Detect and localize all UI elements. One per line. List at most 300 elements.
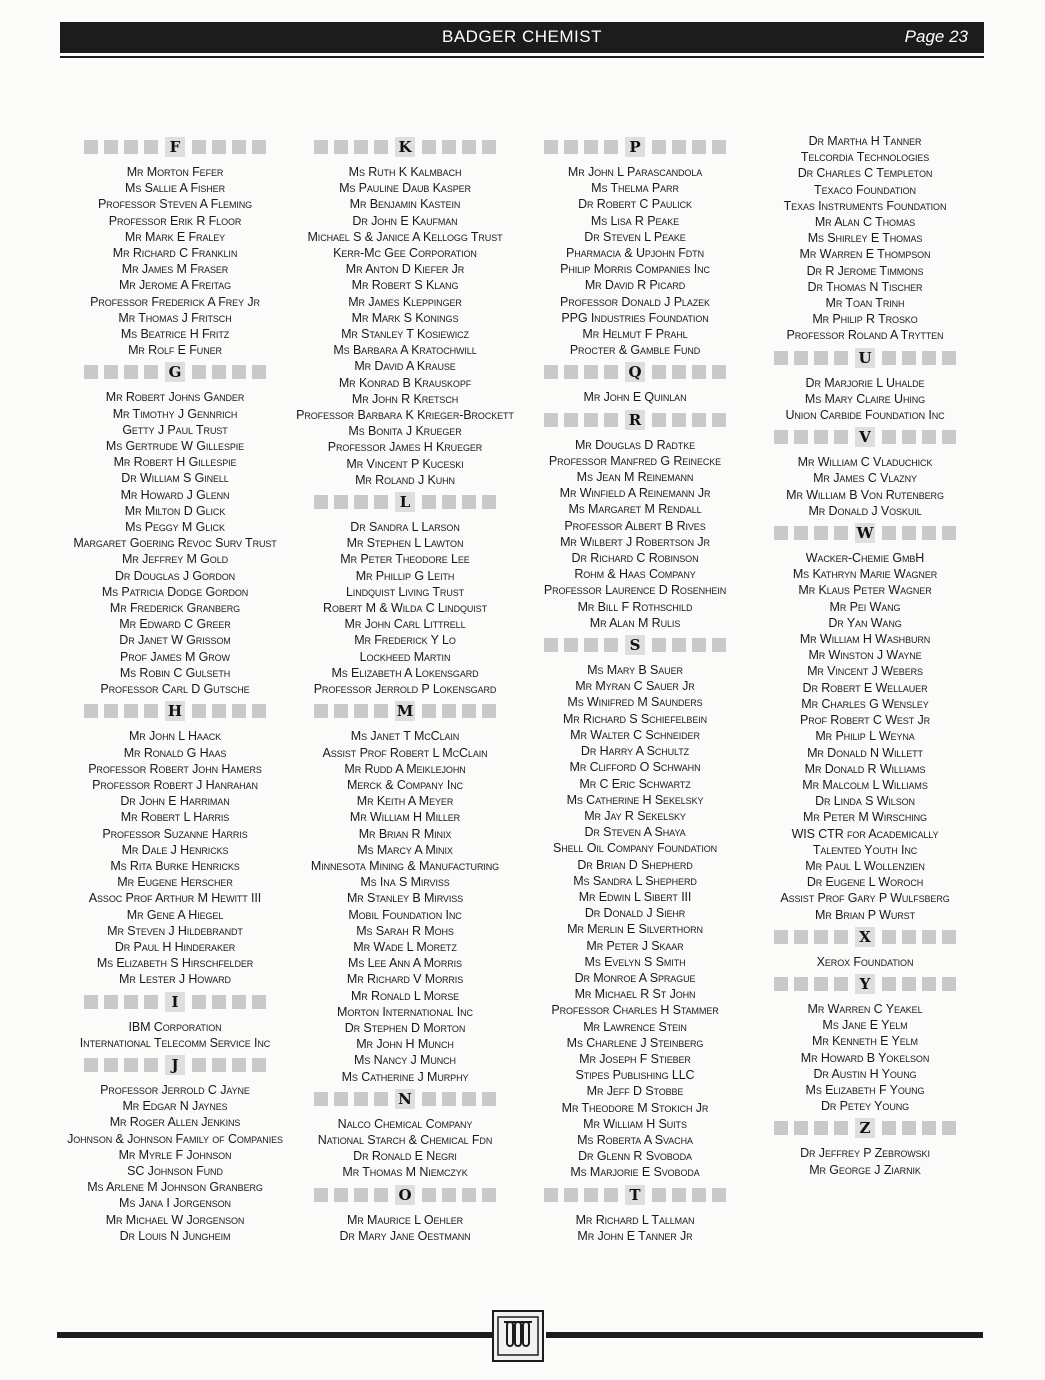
donor-name: Professor Jerrold C Jayne: [100, 1082, 250, 1097]
donor-name: Ms Marjorie E Svoboda: [570, 1165, 700, 1180]
donor-name: Mr Michael R St John: [574, 987, 696, 1002]
decorative-square: [334, 495, 348, 509]
donor-name: Dr Austin H Young: [813, 1066, 917, 1081]
donor-name: Dr Richard C Robinson: [571, 551, 699, 566]
decorative-square: [314, 704, 328, 718]
decorative-square: [794, 977, 808, 991]
donor-name: Dr Thomas N Tischer: [807, 279, 923, 294]
section-letter: J: [165, 1055, 185, 1075]
letter-heading: [60, 137, 290, 157]
donor-name: Mr William H Miller: [349, 810, 461, 825]
decorative-square: [794, 526, 808, 540]
donor-name: Mr Theodore M Stokich Jr: [561, 1100, 709, 1115]
donor-name: Mr Ronald G Haas: [123, 745, 227, 760]
donor-name: Mr Frederick Y Lo: [354, 633, 456, 648]
donor-name: Assist Prof Robert L McClain: [322, 745, 488, 760]
decorative-square: [192, 995, 206, 1009]
decorative-square: [902, 977, 916, 991]
donor-name: Mr Phillip G Leith: [355, 568, 455, 583]
donor-name: Mr John Carl Littrell: [344, 617, 466, 632]
donor-name: Mr Stanley B Mirviss: [346, 891, 464, 906]
donor-name: Ms Elizabeth A Lokensgard: [331, 665, 479, 680]
donor-name: Mr Konrad B Krauskopf: [338, 375, 472, 390]
donor-name: Philip Morris Companies Inc: [560, 262, 710, 277]
decorative-square: [692, 413, 706, 427]
decorative-square: [814, 351, 828, 365]
decorative-square: [814, 526, 828, 540]
decorative-square: [354, 140, 368, 154]
donor-name: Mr Rolf E Funer: [128, 343, 222, 358]
decorative-square: [544, 1188, 558, 1202]
donor-name: Mr Bill F Rothschild: [577, 599, 693, 614]
letter-heading: [60, 992, 290, 1012]
decorative-square: [104, 1058, 118, 1072]
donor-name: Assoc Prof Arthur M Hewitt III: [88, 891, 262, 906]
donor-name: Ms Peggy M Glick: [125, 520, 225, 535]
donor-name: Dr Linda S Wilson: [815, 794, 915, 809]
section-letter: O: [395, 1185, 415, 1205]
decorative-square: [564, 140, 578, 154]
letter-heading: [750, 348, 980, 368]
decorative-square: [672, 1188, 686, 1202]
donor-name: Mr Douglas D Radtke: [574, 437, 696, 452]
decorative-square: [544, 413, 558, 427]
decorative-square: [462, 1188, 476, 1202]
donor-name: Mr Vincent P Kuceski: [346, 456, 464, 471]
decorative-square: [584, 365, 598, 379]
donor-name: Ms Robin C Gulseth: [119, 665, 231, 680]
donor-name: Mr Jerome A Freitag: [118, 278, 232, 293]
donor-name: Shell Oil Company Foundation: [552, 841, 718, 856]
donor-name: Mr Edwin L Sibert III: [578, 889, 692, 904]
donor-name: Professor Albert B Rives: [564, 518, 706, 533]
decorative-square: [144, 995, 158, 1009]
donor-name: Mr Jeff D Stobbe: [586, 1084, 684, 1099]
footer-rule-right: [546, 1332, 983, 1338]
donor-name: Ms Elizabeth S Hirschfelder: [96, 956, 254, 971]
decorative-square: [124, 995, 138, 1009]
donor-name: Mr Toan Trinh: [825, 296, 905, 311]
donor-name: Ms Ruth K Kalmbach: [348, 165, 462, 179]
donor-name: Ms Thelma Parr: [591, 181, 679, 196]
section-letter: Z: [855, 1118, 875, 1138]
donor-name: Mr Ronald L Morse: [350, 988, 460, 1003]
decorative-square: [84, 140, 98, 154]
decorative-square: [814, 430, 828, 444]
decorative-square: [712, 140, 726, 154]
donor-name: Professor Robert John Hamers: [88, 761, 262, 776]
decorative-square: [672, 638, 686, 652]
donor-name: Ms Marcy A Minix: [357, 842, 453, 857]
decorative-square: [774, 430, 788, 444]
decorative-square: [442, 1188, 456, 1202]
donor-name: Mr Milton D Glick: [124, 503, 226, 518]
decorative-square: [374, 1092, 388, 1106]
donor-name: Ms Catherine J Murphy: [341, 1069, 469, 1084]
donor-name: Mr Myrle F Johnson: [118, 1147, 232, 1162]
decorative-square: [232, 995, 246, 1009]
decorative-square: [922, 930, 936, 944]
donor-name: Mr Charles G Wensley: [801, 696, 929, 711]
decorative-square: [652, 1188, 666, 1202]
decorative-square: [192, 1058, 206, 1072]
donor-name: Mr Michael W Jorgenson: [105, 1212, 245, 1227]
decorative-square: [604, 413, 618, 427]
decorative-square: [902, 430, 916, 444]
donor-name: Kerr-Mc Gee Corporation: [333, 246, 477, 261]
decorative-square: [712, 1188, 726, 1202]
donor-name: Ms Elizabeth F Young: [805, 1082, 925, 1097]
donor-name: Mr Wilbert J Robertson Jr: [560, 534, 710, 549]
donor-name: Assist Prof Gary P Wulfsberg: [780, 891, 950, 906]
decorative-square: [482, 704, 496, 718]
donor-name: Mr Eugene Herscher: [117, 875, 233, 890]
decorative-square: [374, 704, 388, 718]
section-letter: H: [165, 701, 185, 721]
decorative-square: [794, 930, 808, 944]
donor-name: Texaco Foundation: [814, 182, 916, 197]
donor-name: Dr Douglas J Gordon: [114, 568, 236, 583]
decorative-square: [252, 365, 266, 379]
donor-name: Mr Brian P Wurst: [815, 907, 915, 922]
decorative-square: [442, 704, 456, 718]
letter-heading: [290, 137, 520, 157]
decorative-square: [942, 430, 956, 444]
section-letter: P: [625, 137, 645, 157]
header-rule: [60, 56, 984, 58]
donor-name: Ms Winifred M Saunders: [567, 695, 703, 710]
donor-name: Mr Roland J Kuhn: [355, 472, 455, 487]
decorative-square: [882, 1121, 896, 1135]
donor-name: Mr Robert H Gillespie: [113, 455, 237, 470]
donor-name: Dr Jeffrey P Zebrowski: [800, 1146, 930, 1161]
letter-heading: [290, 1089, 520, 1109]
decorative-square: [544, 365, 558, 379]
section-letter: W: [856, 524, 874, 543]
donor-name: Professor Manfred G Reinecke: [548, 453, 722, 468]
donor-name: Ms Sallie A Fisher: [125, 181, 225, 196]
decorative-square: [212, 995, 226, 1009]
section-letter: V: [855, 427, 875, 447]
donor-name: Ms Shirley E Thomas: [807, 231, 923, 246]
donor-name: Dr Stephen D Morton: [344, 1020, 466, 1035]
donor-name: Ms Janet T McClain: [350, 729, 460, 744]
donor-name: Mr Brian R Minix: [358, 826, 452, 841]
decorative-square: [422, 140, 436, 154]
decorative-square: [692, 638, 706, 652]
donor-name: Dr John E Harriman: [120, 794, 230, 809]
column-3: [520, 133, 750, 1273]
decorative-square: [124, 140, 138, 154]
donor-name: PPG Industries Foundation: [561, 310, 709, 325]
decorative-square: [604, 638, 618, 652]
decorative-square: [774, 351, 788, 365]
decorative-square: [712, 365, 726, 379]
donor-name: National Starch & Chemical Fdn: [317, 1132, 493, 1147]
donor-name: Minnesota Mining & Manufacturing: [310, 858, 500, 873]
donor-name: Talented Youth Inc: [812, 842, 918, 857]
donor-name: Dr Ronald E Negri: [353, 1149, 457, 1164]
donor-name: Dr Brian D Shepherd: [577, 857, 693, 872]
donor-name: Ms Pauline Daub Kasper: [339, 181, 471, 196]
decorative-square: [584, 1188, 598, 1202]
donor-name: Mr James M Fraser: [121, 262, 229, 277]
decorative-square: [652, 365, 666, 379]
donor-name: Mr Robert L Harris: [120, 810, 230, 825]
donor-name: Mr Richard C Franklin: [112, 246, 238, 261]
section-letter: X: [855, 927, 875, 947]
decorative-square: [922, 526, 936, 540]
donor-name: Dr Marjorie L Uhalde: [805, 375, 925, 390]
donor-name: WIS CTR for Academically: [791, 826, 939, 841]
decorative-square: [902, 930, 916, 944]
donor-name: Mr Gene A Hiegel: [126, 907, 224, 922]
decorative-square: [902, 351, 916, 365]
decorative-square: [334, 1092, 348, 1106]
donor-name: Lindquist Living Trust: [345, 584, 465, 599]
decorative-square: [774, 526, 788, 540]
decorative-square: [922, 351, 936, 365]
donor-name: Mr Paul L Wollenzien: [805, 858, 925, 873]
donor-name: Mr Kenneth E Yelm: [812, 1034, 918, 1049]
decorative-square: [192, 365, 206, 379]
donor-name: Ms Beatrice H Fritz: [120, 327, 230, 342]
donor-name: Mr James Kleppinger: [348, 294, 462, 309]
decorative-square: [604, 365, 618, 379]
decorative-square: [942, 526, 956, 540]
donor-name: Dr R Jerome Timmons: [806, 263, 924, 278]
donor-name: Professor James H Krueger: [327, 440, 483, 455]
decorative-square: [902, 526, 916, 540]
page-number: Page 23: [904, 27, 968, 46]
donor-name: Ms Arlene M Johnson Granberg: [87, 1180, 263, 1195]
decorative-square: [672, 413, 686, 427]
decorative-square: [144, 140, 158, 154]
decorative-square: [672, 365, 686, 379]
letter-heading: [750, 974, 980, 994]
decorative-square: [252, 995, 266, 1009]
decorative-square: [482, 495, 496, 509]
decorative-square: [354, 495, 368, 509]
decorative-square: [564, 1188, 578, 1202]
decorative-square: [604, 1188, 618, 1202]
donor-name: Dr Yan Wang: [828, 615, 902, 630]
decorative-square: [584, 140, 598, 154]
decorative-square: [104, 140, 118, 154]
decorative-square: [942, 1121, 956, 1135]
decorative-square: [212, 365, 226, 379]
donor-name: Dr Donald J Siehr: [584, 906, 686, 921]
decorative-square: [354, 1188, 368, 1202]
donor-name: Mr John E Quinlan: [583, 390, 687, 405]
donor-name: International Telecomm Service Inc: [79, 1035, 271, 1050]
section-letter: K: [395, 137, 415, 157]
donor-name: Dr Mary Jane Oestmann: [339, 1228, 471, 1243]
column-1: [60, 133, 290, 1273]
decorative-square: [692, 140, 706, 154]
decorative-square: [672, 140, 686, 154]
donor-name: Ms Jana I Jorgenson: [119, 1196, 231, 1211]
donor-name: Mr Stanley T Kosiewicz: [341, 327, 469, 342]
donor-name: Dr Steven A Shaya: [584, 825, 686, 840]
decorative-square: [354, 1092, 368, 1106]
donor-name: Professor Steven A Fleming: [97, 197, 253, 212]
decorative-square: [252, 1058, 266, 1072]
donor-name: Mr Winfield A Reinemann Jr: [559, 486, 711, 501]
donor-name: Professor Laurence D Rosenhein: [543, 583, 727, 598]
donor-name: Mr Philip L Weyna: [815, 729, 915, 744]
decorative-square: [652, 140, 666, 154]
donor-name: Dr Robert E Wellauer: [802, 680, 928, 695]
donor-name: Mr Edward C Greer: [119, 617, 231, 632]
donor-name: Mr Howard B Yokelson: [800, 1050, 930, 1065]
decorative-square: [314, 1092, 328, 1106]
donor-name: Dr Glenn R Svoboda: [578, 1149, 692, 1164]
donor-name: Stipes Publishing LLC: [575, 1068, 695, 1083]
decorative-square: [834, 1121, 848, 1135]
donor-list: [60, 133, 980, 1273]
decorative-square: [192, 140, 206, 154]
donor-name: Mr Edgar N Jaynes: [122, 1099, 228, 1114]
section-letter: Y: [855, 974, 875, 994]
donor-name: Mr John L Haack: [128, 729, 222, 744]
letter-heading: [520, 410, 750, 430]
donor-name: Mr Frederick Granberg: [109, 601, 241, 616]
donor-name: Mr Anton D Kiefer Jr: [345, 262, 465, 277]
donor-name: Mr Dale J Henricks: [121, 842, 229, 857]
decorative-square: [922, 430, 936, 444]
donor-name: Ms Nancy J Munch: [354, 1053, 456, 1068]
decorative-square: [692, 365, 706, 379]
section-letter: T: [625, 1185, 645, 1205]
section-letter: U: [855, 348, 875, 368]
donor-name: Union Carbide Foundation Inc: [785, 408, 945, 423]
donor-name: Mr Jay R Sekelsky: [584, 808, 686, 823]
decorative-square: [442, 495, 456, 509]
decorative-square: [814, 930, 828, 944]
donor-name: Ms Evelyn S Smith: [584, 954, 686, 969]
donor-name: Mr Alan M Rulis: [589, 615, 681, 630]
donor-name: Mr Lester J Howard: [119, 972, 231, 987]
donor-name: Professor Roland A Trytten: [786, 328, 944, 343]
decorative-square: [124, 704, 138, 718]
decorative-square: [794, 1121, 808, 1135]
donor-name: Ms Bonita J Krueger: [348, 424, 462, 439]
donor-name: Mr George J Ziarnik: [809, 1162, 921, 1177]
decorative-square: [482, 140, 496, 154]
decorative-square: [374, 1188, 388, 1202]
decorative-square: [814, 1121, 828, 1135]
decorative-square: [144, 1058, 158, 1072]
decorative-square: [314, 140, 328, 154]
section-letter: F: [165, 137, 185, 157]
donor-name: Pharmacia & Upjohn Fdtn: [566, 246, 704, 261]
donor-name: Nalco Chemical Company: [337, 1116, 473, 1131]
donor-name: Morton International Inc: [337, 1004, 473, 1019]
decorative-square: [774, 977, 788, 991]
donor-name: Dr John E Kaufman: [352, 213, 458, 228]
donor-name: Professor Suzanne Harris: [102, 826, 248, 841]
donor-name: Mr Stephen L Lawton: [346, 536, 464, 551]
donor-name: Rohm & Haas Company: [574, 567, 696, 582]
decorative-square: [84, 995, 98, 1009]
donor-name: Mr John L Parascandola: [567, 165, 703, 179]
decorative-square: [942, 977, 956, 991]
letter-heading: [520, 137, 750, 157]
donor-name: Professor Charles H Stammer: [551, 1003, 719, 1018]
donor-name: Mr Philip R Trosko: [812, 312, 918, 327]
donor-name: Xerox Foundation: [816, 954, 914, 969]
decorative-square: [422, 1092, 436, 1106]
decorative-square: [584, 413, 598, 427]
decorative-square: [422, 704, 436, 718]
donor-name: Mr James C Vlazny: [813, 471, 917, 486]
decorative-square: [374, 140, 388, 154]
decorative-square: [84, 365, 98, 379]
letter-heading: [290, 492, 520, 512]
decorative-square: [462, 495, 476, 509]
decorative-square: [584, 638, 598, 652]
column-2: [290, 133, 520, 1273]
decorative-square: [882, 977, 896, 991]
page-header: [60, 22, 984, 53]
letter-heading: [60, 1055, 290, 1075]
donor-name: Ms Mary Claire Uhing: [804, 391, 926, 406]
donor-name: Mr Thomas J Fritsch: [118, 310, 232, 325]
donor-name: Dr Monroe A Sprague: [574, 970, 696, 985]
letter-heading: [290, 1185, 520, 1205]
decorative-square: [334, 1188, 348, 1202]
donor-name: Mr William H Suits: [583, 1116, 687, 1131]
decorative-square: [462, 704, 476, 718]
donor-name: Mr Mark S Konings: [351, 310, 459, 325]
decorative-square: [84, 704, 98, 718]
donor-name: Lockheed Martin: [359, 649, 451, 664]
donor-name: Mr Morton Fefer: [126, 165, 224, 179]
donor-name: Ms Catherine H Sekelsky: [566, 792, 704, 807]
donor-name: Mr Rudd A Meiklejohn: [344, 761, 466, 776]
decorative-square: [774, 1121, 788, 1135]
donor-name: Mr William C Vladuchick: [797, 455, 933, 470]
donor-name: Wacker-Chemie GmbH: [805, 551, 925, 566]
donor-name: Mr David A Krause: [354, 359, 456, 374]
decorative-square: [834, 526, 848, 540]
decorative-square: [212, 1058, 226, 1072]
decorative-square: [314, 1188, 328, 1202]
test-tubes-logo-icon: [492, 1310, 544, 1362]
letter-heading: [60, 701, 290, 721]
donor-name: Mobil Foundation Inc: [348, 907, 462, 922]
letter-heading: [750, 1118, 980, 1138]
donor-name: Mr Peter J Skaar: [586, 938, 684, 953]
donor-name: Ms Mary B Sauer: [587, 663, 683, 678]
donor-name: Professor Barbara K Krieger-Brockett: [296, 408, 514, 423]
decorative-square: [104, 995, 118, 1009]
donor-name: Procter & Gamble Fund: [569, 343, 701, 358]
decorative-square: [794, 351, 808, 365]
decorative-square: [712, 413, 726, 427]
donor-name: Dr Eugene L Woroch: [806, 875, 924, 890]
section-letter: Q: [625, 362, 645, 382]
decorative-square: [922, 1121, 936, 1135]
donor-name: Dr Paul H Hinderaker: [114, 939, 236, 954]
donor-name: Prof James M Grow: [120, 649, 230, 664]
donor-name: Texas Instruments Foundation: [783, 198, 947, 213]
decorative-square: [212, 704, 226, 718]
decorative-square: [652, 638, 666, 652]
donor-name: Mr Lawrence Stein: [583, 1019, 687, 1034]
letter-heading: [290, 701, 520, 721]
